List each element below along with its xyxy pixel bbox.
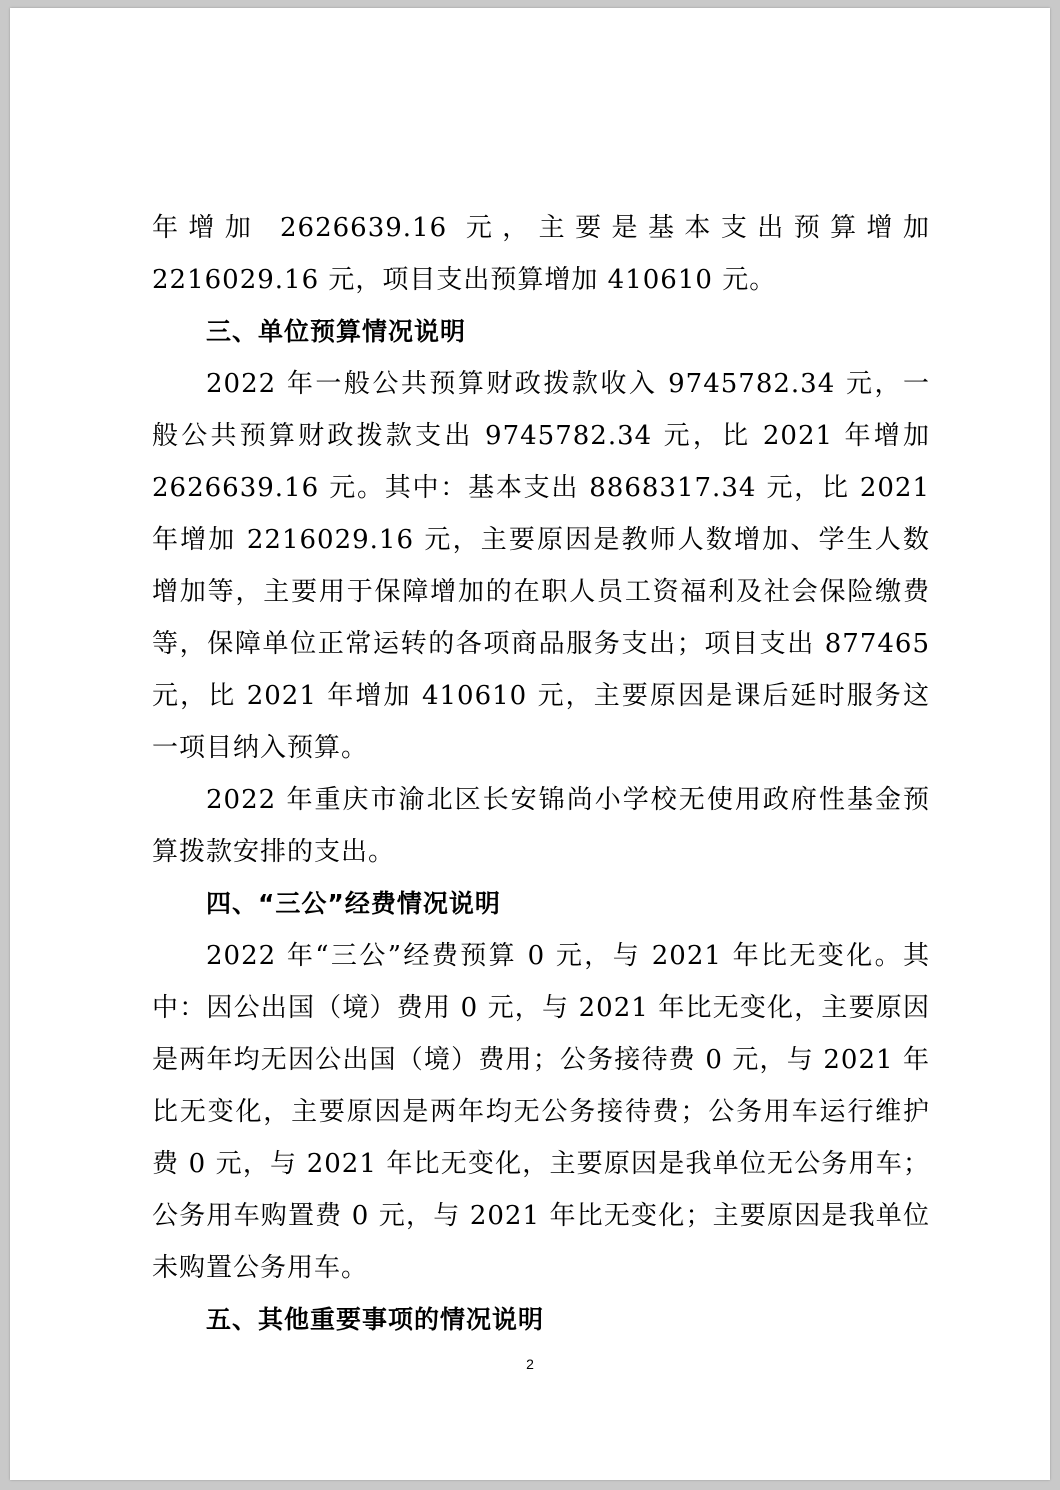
heading-unit-budget: 三、单位预算情况说明	[206, 317, 467, 346]
page-number: 2	[526, 1356, 534, 1372]
paragraph-budget-increase-continued: 年增加 2626639.16 元，主要是基本支出预算增加 2216029.16 元，项目支出预算增加 410610 元。	[152, 213, 930, 295]
paragraph-three-public-expenses: 2022 年“三公”经费预算 0 元，与 2021 年比无变化。其中：因公出国（境）费用 0 元，与 2021 年比无变化，主要原因是两年均无因公出国（境）费用；公务接待费 0 元，与 2021 年比无变化，主要原因是两年均无公务接待费；公务用车运行维护费 0 元，与 2021 年比无变化，主要原因是我单位无公务用车；公务用车购置费 0 元，与 2021 年比无变化；主要原因是我单位未购置公务用车。	[152, 941, 930, 1283]
paragraph-general-public-budget: 2022 年一般公共预算财政拨款收入 9745782.34 元，一般公共预算财政拨款支出 9745782.34 元，比 2021 年增加 2626639.16 元。其中：基本支出 8868317.34 元，比 2021 年增加 2216029.16 元，主要原因是教师人数增加、学生人数增加等，主要用于保障增加的在职人员工资福利及社会保险缴费等，保障单位正常运转的各项商品服务支出；项目支出 877465 元，比 2021 年增加 410610 元，主要原因是课后延时服务这一项目纳入预算。	[152, 369, 930, 763]
heading-three-public-expenses: 四、“三公”经费情况说明	[206, 889, 501, 918]
paragraph-government-fund: 2022 年重庆市渝北区长安锦尚小学校无使用政府性基金预算拨款安排的支出。	[152, 785, 930, 867]
document-body	[152, 202, 930, 1346]
heading-other-matters: 五、其他重要事项的情况说明	[206, 1305, 545, 1334]
document-page	[10, 8, 1050, 1480]
